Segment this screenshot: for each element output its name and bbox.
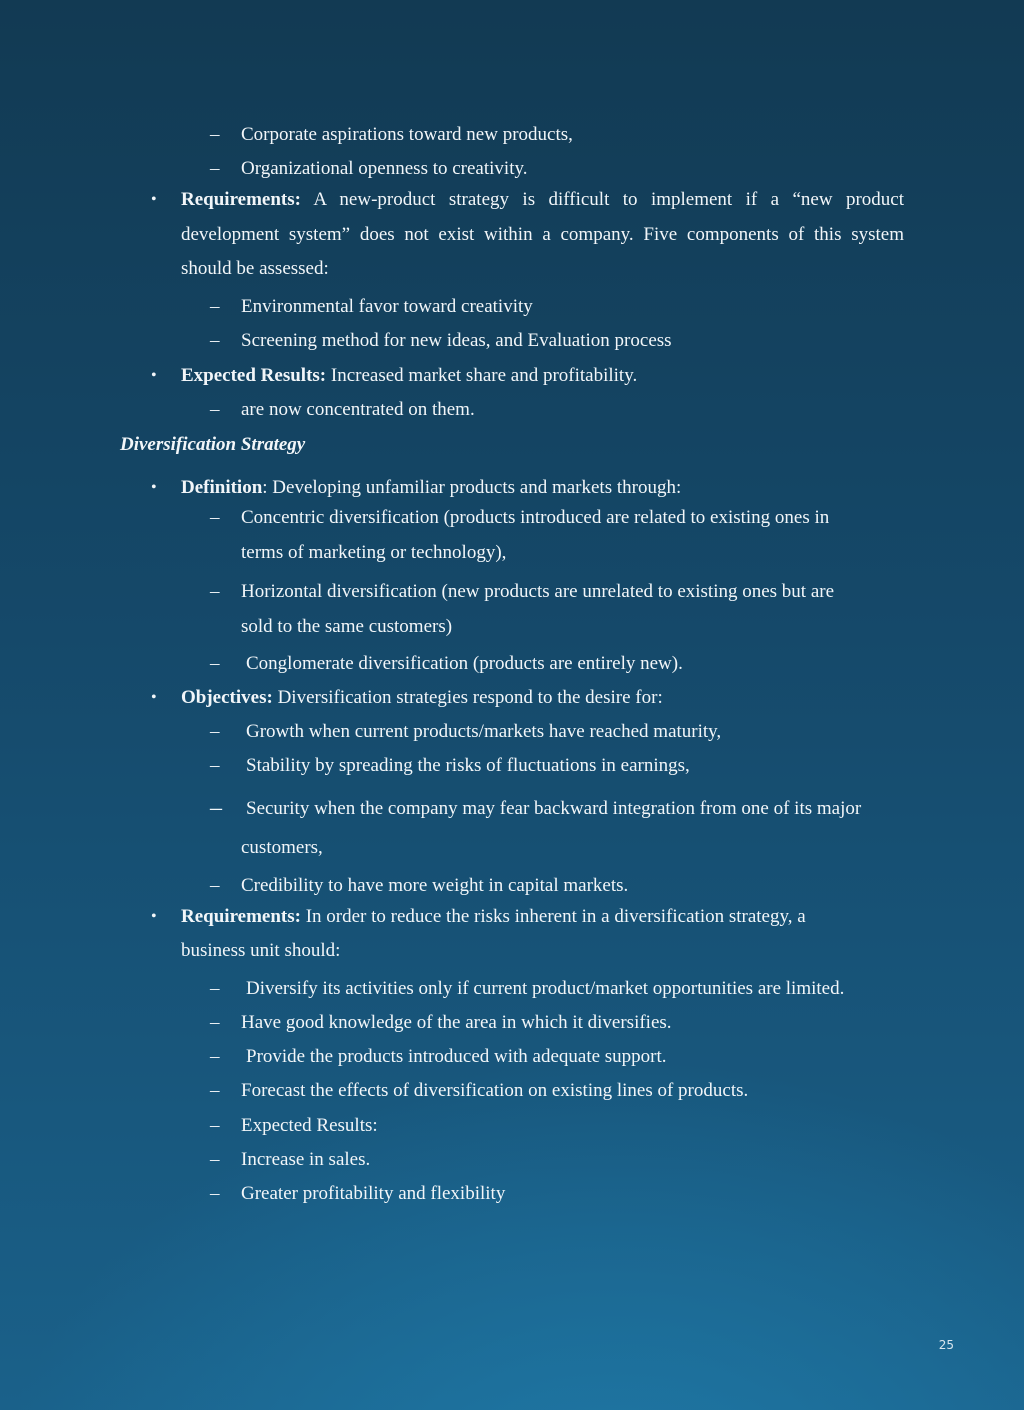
dash-marker: –	[210, 1080, 220, 1101]
dash-marker: –	[210, 158, 220, 179]
list-item: Diversify its activities only if current product/market opportunities are limited.	[246, 978, 845, 999]
dash-marker: –	[210, 755, 220, 776]
list-item: Conglomerate diversification (products are entirely new).	[246, 653, 683, 674]
list-item: Expected Results:	[241, 1115, 378, 1136]
dash-marker: –	[210, 1115, 220, 1136]
dash-marker: –	[210, 296, 220, 317]
list-item: Corporate aspirations toward new products,	[241, 124, 573, 145]
dash-marker: –	[210, 653, 220, 674]
dash-marker: –	[210, 1046, 220, 1067]
list-item: Stability by spreading the risks of fluctuations in earnings,	[246, 755, 690, 776]
list-item-continuation: terms of marketing or technology),	[241, 542, 507, 563]
list-item: Security when the company may fear backward integration from one of its major	[246, 798, 862, 819]
definition-label: Definition	[181, 477, 263, 498]
dash-marker: –	[210, 507, 220, 528]
list-item: Organizational openness to creativity.	[241, 158, 528, 179]
bullet-marker: •	[151, 689, 157, 706]
list-item: Credibility to have more weight in capital markets.	[241, 875, 629, 896]
requirements-paragraph-line3: should be assessed:	[181, 258, 329, 279]
list-item: Growth when current products/markets have reached maturity,	[246, 721, 722, 742]
dash-marker: –	[210, 330, 220, 351]
dash-marker: –	[210, 978, 220, 999]
list-item: Environmental favor toward creativity	[241, 296, 533, 317]
requirements2-label: Requirements:	[181, 906, 301, 927]
list-item: Horizontal diversification (new products are unrelated to existing ones but are	[241, 581, 835, 602]
list-item-continuation: customers,	[241, 837, 323, 858]
section-heading: Diversification Strategy	[120, 434, 306, 455]
requirements2-paragraph-line1	[181, 905, 806, 929]
expected-results-text: Increased market share and profitability.	[326, 365, 638, 386]
list-item: Have good knowledge of the area in which it diversifies.	[241, 1012, 672, 1033]
list-item: Forecast the effects of diversification on existing lines of products.	[241, 1080, 749, 1101]
objectives-paragraph	[181, 686, 663, 710]
definition-text: : Developing unfamiliar products and markets through:	[262, 477, 682, 498]
bullet-marker: •	[151, 367, 157, 384]
requirements-text: A new-product strategy is difficult to implement if a “new product	[313, 189, 905, 210]
dash-marker: –	[210, 1183, 220, 1204]
requirements2-text: In order to reduce the risks inherent in a diversification strategy, a	[300, 906, 806, 927]
requirements2-paragraph-line2: business unit should:	[181, 940, 341, 961]
dash-marker: –	[210, 795, 222, 821]
objectives-text: Diversification strategies respond to the desire for:	[272, 687, 663, 708]
expected-results-paragraph	[181, 364, 637, 388]
expected-results-label: Expected Results:	[181, 365, 327, 386]
page-number: 25	[938, 1338, 954, 1352]
bullet-marker: •	[151, 908, 157, 925]
requirements-paragraph-line1	[181, 188, 904, 212]
definition-paragraph	[181, 476, 681, 500]
dash-marker: –	[210, 1012, 220, 1033]
dash-marker: –	[210, 124, 220, 145]
dash-marker: –	[210, 1149, 220, 1170]
dash-marker: –	[210, 875, 220, 896]
requirements-label: Requirements:	[181, 189, 301, 210]
requirements-paragraph-line2: development system” does not exist within a company. Five components of this system	[181, 224, 904, 245]
list-item: Increase in sales.	[241, 1149, 371, 1170]
dash-marker: –	[210, 721, 220, 742]
dash-marker: –	[210, 399, 220, 420]
bullet-marker: •	[151, 479, 157, 496]
list-item: Concentric diversification (products introduced are related to existing ones in	[241, 507, 830, 528]
list-item: Greater profitability and flexibility	[241, 1183, 506, 1204]
list-item-continuation: sold to the same customers)	[241, 616, 453, 637]
list-item: Screening method for new ideas, and Evaluation process	[241, 330, 672, 351]
list-item: Provide the products introduced with adequate support.	[246, 1046, 667, 1067]
objectives-label: Objectives:	[181, 687, 273, 708]
bullet-marker: •	[151, 191, 157, 208]
list-item: are now concentrated on them.	[241, 399, 475, 420]
dash-marker: –	[210, 581, 220, 602]
